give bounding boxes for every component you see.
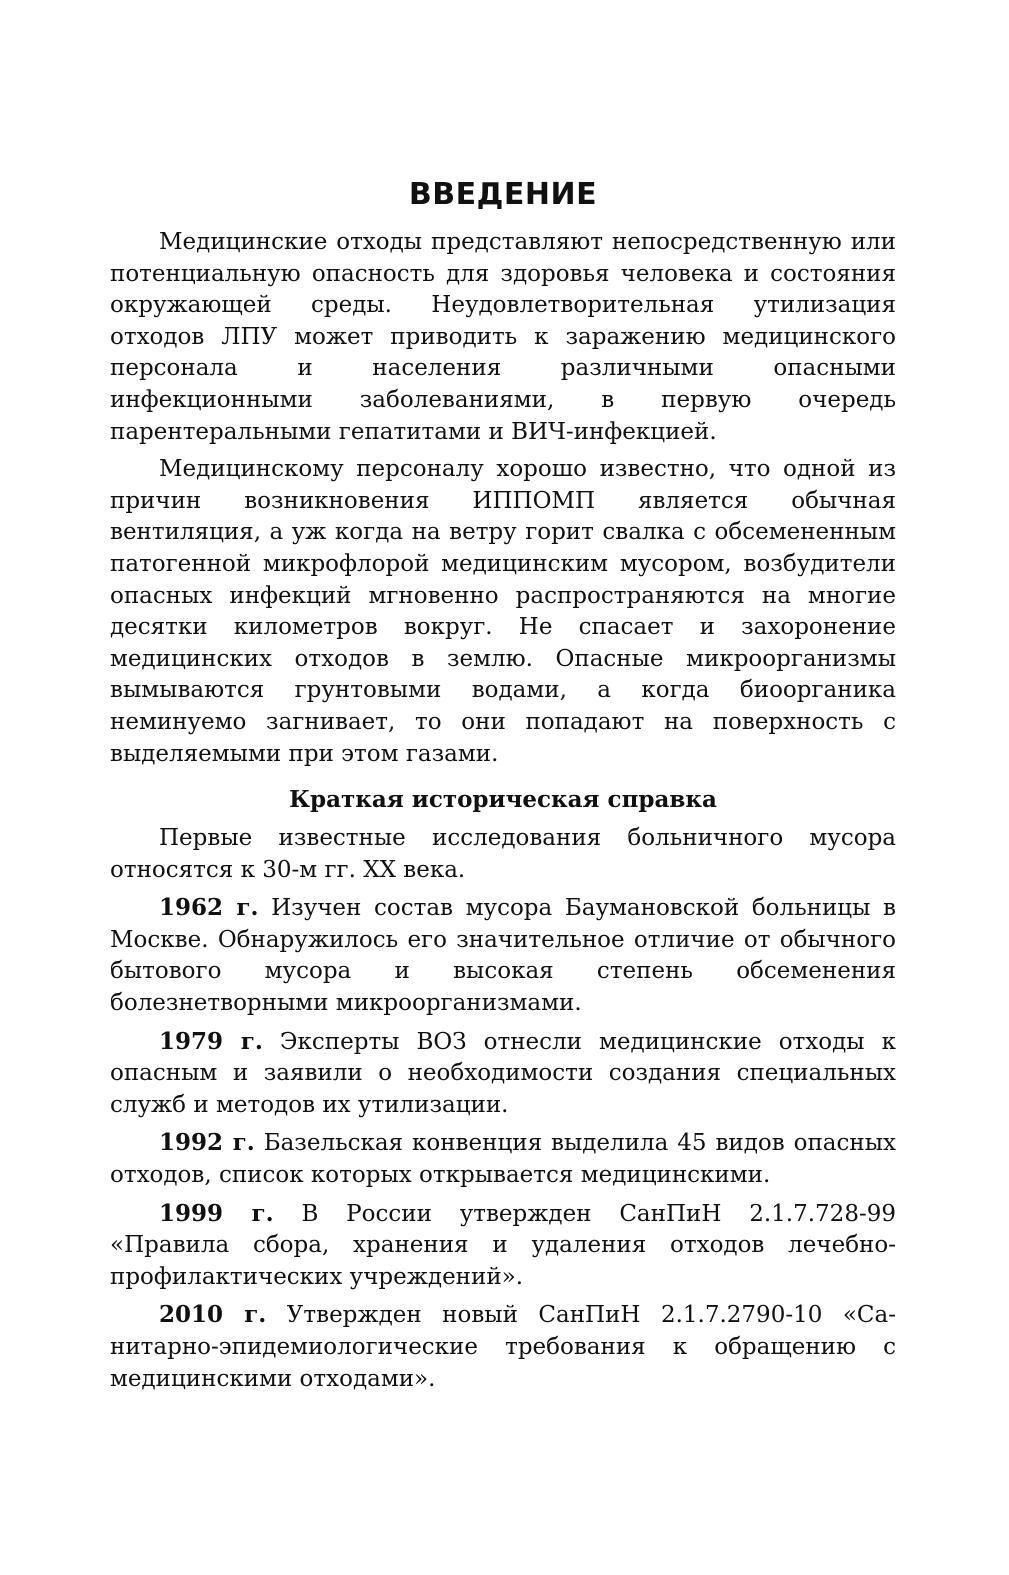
history-year: 1999 г. [159, 1199, 274, 1227]
history-entry-1999 [110, 1198, 896, 1294]
history-text: Утвержден новый СанПиН 2.1.7.2790-10 «Санитарно-эпидемиологические требования к обращению с медицинскими отходами». [110, 1302, 897, 1392]
section-title: Краткая историческая справка [289, 786, 717, 814]
history-entry-2010 [110, 1299, 896, 1395]
history-entry-1962 [110, 892, 896, 1019]
history-year: 1992 г. [159, 1129, 255, 1157]
page-content [110, 175, 896, 1401]
history-entry-1979 [110, 1026, 896, 1122]
history-year: 1962 г. [159, 894, 259, 922]
intro-paragraph-1: Медицинские отходы представляют непосредственную или потенциальную опасность для здоровья человека и состояния окружающей среды. Неудовлетворительная утилизация отходов ЛПУ может приводить к заражению медицинского персонала и населения различными опасными инфекционными заболеваниями, в первую очередь парентеральными гепатитами и ВИЧ-инфекцией. [110, 229, 896, 445]
page-title: ВВЕДЕНИЕ [408, 177, 598, 212]
history-text: Изучен состав мусора Баумановской больницы в Москве. Обнаружилось его значительное отличие от обычного бытового мусора и высокая степень обсеменения болезнетворными микроорганизмами. [110, 895, 896, 1017]
history-year: 1979 г. [159, 1027, 263, 1055]
history-text: В России утвержден СанПиН 2.1.7.728-99 «Правила сбора, хранения и удаления отходов лечебно-профилактических учреждений». [110, 1200, 896, 1290]
history-text: Эксперты ВОЗ отнесли медицинские отходы к опасным и заявили о необходимости создания специальных служб и методов их утилизации. [110, 1028, 897, 1118]
history-entry-1992 [110, 1127, 896, 1191]
history-text: Базельская конвенция выделила 45 видов опасных отходов, список которых открывается медицинскими. [110, 1130, 896, 1189]
history-intro-paragraph: Первые известные исследования больничного мусора относятся к 30-м гг. XX века. [110, 825, 896, 883]
intro-paragraph-2: Медицинскому персоналу хорошо известно, что одной из причин возникновения ИППОМП является обычная вентиляция, а уж когда на ветру горит свалка с обсемененным патогенной микрофлорой медицинским мусором, возбудители опасных инфекций мгновенно распространяются на многие десятки километров вокруг. Не спасает и захоронение медицинских отходов в землю. Опасные микроорганизмы вымываются грунтовыми водами, а когда биоорганика неминуемо загнивает, то они попадают на поверхность с выделяемыми при этом газами. [110, 456, 896, 767]
history-year: 2010 г. [159, 1301, 267, 1329]
